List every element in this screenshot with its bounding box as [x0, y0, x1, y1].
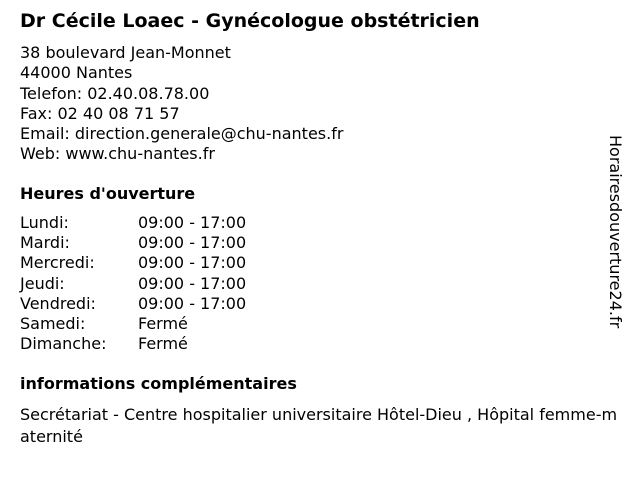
day-label: Jeudi:: [20, 273, 65, 293]
phone-line: Telefon: 02.40.08.78.00: [20, 83, 210, 103]
hours-value: Fermé: [138, 334, 188, 354]
address-city: 44000 Nantes: [20, 63, 133, 83]
site-watermark: Horairesdouverture24.fr: [606, 135, 625, 329]
day-label: Dimanche:: [20, 334, 107, 354]
web-line: Web: www.chu-nantes.fr: [20, 144, 215, 164]
day-label: Lundi:: [20, 213, 69, 232]
email-line: Email: direction.generale@chu-nantes.fr: [20, 124, 344, 144]
day-label: Mercredi:: [20, 253, 95, 273]
info-heading: informations complémentaires: [20, 374, 297, 393]
hours-value: 09:00 - 17:00: [138, 273, 247, 293]
contact-block: [20, 43, 343, 165]
day-label: Vendredi:: [20, 293, 96, 313]
hours-value: 09:00 - 17:00: [138, 213, 247, 232]
hours-value: 09:00 - 17:00: [138, 293, 247, 313]
fax-line: Fax: 02 40 08 71 57: [20, 103, 180, 123]
hours-value: 09:00 - 17:00: [138, 253, 247, 273]
day-label: Samedi:: [20, 313, 86, 333]
hours-value: 09:00 - 17:00: [138, 233, 247, 253]
address-street: 38 boulevard Jean-Monnet: [20, 43, 231, 62]
info-text: Secrétariat - Centre hospitalier universitaire Hôtel-Dieu , Hôpital femme-maternité: [20, 405, 618, 446]
page-title: Dr Cécile Loaec - Gynécologue obstétricien: [20, 10, 480, 32]
hours-heading: Heures d'ouverture: [20, 184, 196, 203]
hours-value: Fermé: [138, 313, 188, 333]
day-label: Mardi:: [20, 233, 70, 253]
